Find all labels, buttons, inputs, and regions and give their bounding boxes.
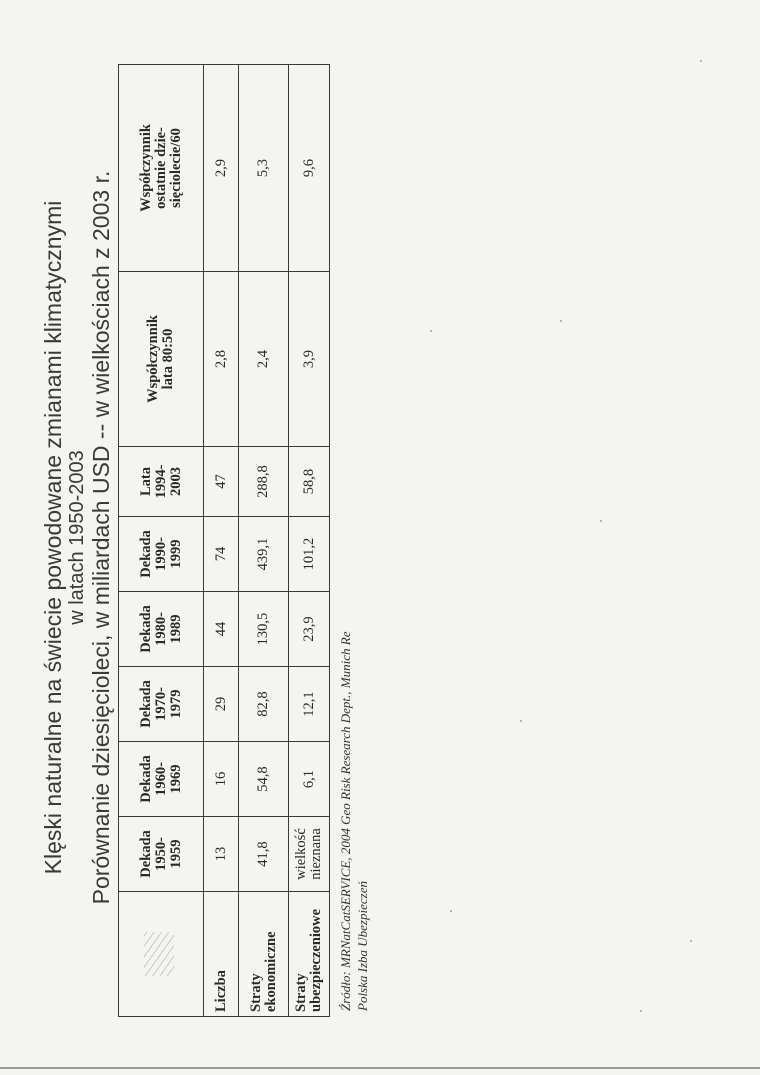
table-cell: 9,6: [289, 65, 330, 272]
column-header-line: Dekada: [137, 680, 154, 728]
table-cell: 288,8: [239, 447, 289, 517]
source-note: Źródło: MRNatCatSERVICE, 2004 Geo Risk Research Dept., Munich Re: [338, 631, 353, 1011]
column-header: [119, 517, 204, 592]
table-cell: 2,8: [204, 272, 239, 447]
table-cell: 41,8: [239, 817, 289, 892]
column-header-line: sięciolecie/60: [167, 128, 184, 208]
column-header-line: 2003: [167, 467, 184, 496]
column-header-line: 1970-: [152, 687, 169, 721]
table-cell: 29: [204, 667, 239, 742]
column-header: [119, 817, 204, 892]
table-cell: 2,9: [204, 65, 239, 272]
table-cell: 13: [204, 817, 239, 892]
table-row: [239, 65, 289, 1017]
column-header: [119, 742, 204, 817]
table-cell: 12,1: [289, 667, 330, 742]
table-cell: 3,9: [289, 272, 330, 447]
column-header-line: Lata: [137, 467, 154, 496]
row-label-line: ubezpieczeniowe: [308, 908, 324, 1012]
table-cell: 2,4: [239, 272, 289, 447]
table-corner-cell: [119, 892, 204, 1017]
table-cell: 101,2: [289, 517, 330, 592]
column-header: [119, 592, 204, 667]
table-cell: 58,8: [289, 447, 330, 517]
column-header-line: Dekada: [137, 530, 154, 578]
column-header-line: 1960-: [152, 762, 169, 796]
table-cell: 44: [204, 592, 239, 667]
column-header: [119, 65, 204, 272]
table-row: [204, 65, 239, 1017]
disaster-losses-table: [118, 64, 330, 1017]
column-header-line: Współczynnik: [145, 315, 161, 403]
column-header-line: 1999: [167, 539, 184, 569]
source-note-publisher: Polska Izba Ubezpieczeń: [355, 881, 370, 1011]
column-header-line: 1959: [167, 839, 184, 869]
table-cell: 47: [204, 447, 239, 517]
row-label-line: ekonomiczne: [262, 931, 279, 1012]
table-cell: 130,5: [239, 592, 289, 667]
table-cell: 6,1: [289, 742, 330, 817]
table-cell: 16: [204, 742, 239, 817]
row-label-line: Liczba: [212, 970, 229, 1012]
row-label: [204, 892, 239, 1017]
column-header: [119, 667, 204, 742]
column-header-line: 1969: [167, 764, 184, 794]
row-label-line: Straty: [293, 973, 309, 1012]
row-label-line: Straty: [247, 973, 264, 1012]
column-header-line: Dekada: [137, 605, 154, 653]
column-header-line: 1980-: [152, 612, 169, 646]
table-cell: 23,9: [289, 592, 330, 667]
column-header-line: 1994-: [152, 464, 169, 499]
column-header-line: Dekada: [137, 830, 154, 878]
table-row: [289, 65, 330, 1017]
table-cell: 74: [204, 517, 239, 592]
column-header: [119, 447, 204, 517]
table-cell: 5,3: [239, 65, 289, 272]
table-cell: 82,8: [239, 667, 289, 742]
column-header-line: Dekada: [137, 755, 154, 803]
row-label: [289, 892, 330, 1017]
table-cell-line: wielkość: [293, 828, 309, 880]
table-cell: [289, 817, 330, 892]
document-title: Klęski naturalne na świecie powodowane zmianami klimatycznymi: [40, 200, 66, 875]
table-header-row: [119, 65, 204, 1017]
column-header-line: 1990-: [152, 537, 169, 571]
table-cell-line: nieznana: [308, 828, 324, 880]
column-header-line: 1979: [167, 689, 184, 719]
document-subtitle: Porównanie dziesięcioleci, w miliardach USD -- w wielkościach z 2003 r.: [88, 170, 114, 905]
column-header: [119, 272, 204, 447]
column-header-line: Współczynnik: [137, 124, 154, 212]
table-cell: 439,1: [239, 517, 289, 592]
document-title-years: w latach 1950-2003: [66, 450, 88, 625]
column-header-line: ostatnie dzie-: [152, 127, 169, 209]
column-header-line: 1950-: [152, 837, 169, 871]
scribble-mark: [144, 932, 174, 976]
column-header-line: 1989: [167, 614, 184, 644]
column-header-line: lata 80:50: [160, 328, 176, 390]
table-cell: 54,8: [239, 742, 289, 817]
row-label: [239, 892, 289, 1017]
